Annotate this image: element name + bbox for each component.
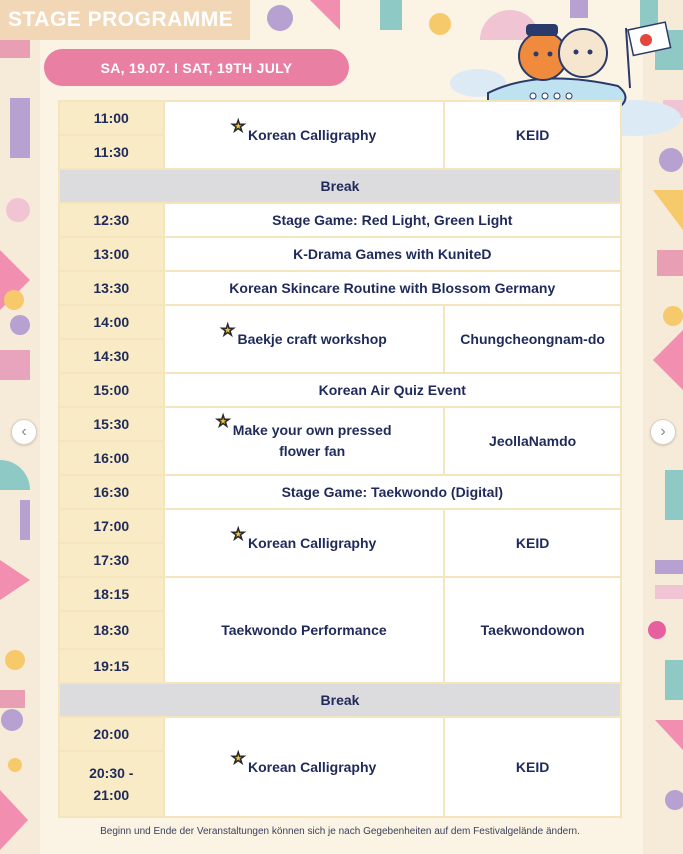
organizer-cell: JeollaNamdo xyxy=(444,407,621,475)
time-cell xyxy=(59,751,164,817)
event-cell xyxy=(164,717,445,817)
star-icon: ★ xyxy=(216,413,230,430)
event-cell xyxy=(164,101,445,169)
table-row xyxy=(59,577,621,611)
time-cell: 16:00 xyxy=(59,441,164,475)
date-pill xyxy=(44,49,349,86)
table-row xyxy=(59,101,621,135)
event-label: Baekje craft workshop xyxy=(237,330,387,347)
time-cell: 18:30 xyxy=(59,611,164,649)
time-cell: 15:30 xyxy=(59,407,164,441)
time-cell: 19:15 xyxy=(59,649,164,683)
table-row xyxy=(59,237,621,271)
table-row xyxy=(59,305,621,339)
event-label: Korean Calligraphy xyxy=(247,758,377,775)
table-row xyxy=(59,407,621,441)
time-cell: 13:00 xyxy=(59,237,164,271)
star-icon: ★ xyxy=(231,749,245,767)
time-cell: 11:30 xyxy=(59,135,164,169)
organizer-cell: KEID xyxy=(444,717,621,817)
schedule-table xyxy=(58,100,622,818)
date-label: SA, 19.07. I SAT, 19TH JULY xyxy=(100,59,293,76)
time-cell: 14:30 xyxy=(59,339,164,373)
time-cell: 11:00 xyxy=(59,101,164,135)
event-cell xyxy=(164,305,445,373)
time-cell: 13:30 xyxy=(59,271,164,305)
event-label xyxy=(233,420,392,462)
footnote: Beginn und Ende der Veranstaltungen können sich je nach Gegebenheiten auf dem Festivalgelände ändern. xyxy=(100,826,580,837)
event-cell: Stage Game: Red Light, Green Light xyxy=(164,203,621,237)
star-icon: ★ xyxy=(231,525,245,543)
time-cell: 17:30 xyxy=(59,543,164,577)
organizer-cell: Chungcheongnam-do xyxy=(444,305,621,373)
table-row xyxy=(59,717,621,751)
time-cell: 15:00 xyxy=(59,373,164,407)
break-label: Break xyxy=(59,169,621,203)
star-icon: ★ xyxy=(221,321,235,339)
event-cell: Taekwondo Performance xyxy=(164,577,445,683)
time-cell: 17:00 xyxy=(59,509,164,543)
organizer-cell: KEID xyxy=(444,509,621,577)
time-label-line1: 20:30 - xyxy=(89,765,134,781)
table-row xyxy=(59,271,621,305)
time-cell: 16:30 xyxy=(59,475,164,509)
time-cell: 18:15 xyxy=(59,577,164,611)
event-cell: Stage Game: Taekwondo (Digital) xyxy=(164,475,621,509)
organizer-cell: Taekwondowon xyxy=(444,577,621,683)
chevron-left-icon[interactable]: ‹ xyxy=(11,419,37,445)
star-icon: ★ xyxy=(231,117,245,135)
event-cell xyxy=(164,509,445,577)
event-cell xyxy=(164,407,445,475)
break-row xyxy=(59,169,621,203)
event-label-line2: flower fan xyxy=(279,443,346,459)
table-row xyxy=(59,475,621,509)
time-cell: 20:00 xyxy=(59,717,164,751)
page-title-banner xyxy=(0,0,250,40)
organizer-cell: KEID xyxy=(444,101,621,169)
table-row xyxy=(59,373,621,407)
break-row xyxy=(59,683,621,717)
event-label: Korean Calligraphy xyxy=(247,126,377,143)
event-cell: Korean Skincare Routine with Blossom Germany xyxy=(164,271,621,305)
table-row xyxy=(59,509,621,543)
page-title: STAGE PROGRAMME xyxy=(8,8,234,31)
time-label-line2: 21:00 xyxy=(93,787,130,803)
chevron-right-icon[interactable]: › xyxy=(650,419,676,445)
event-cell: Korean Air Quiz Event xyxy=(164,373,621,407)
time-cell: 14:00 xyxy=(59,305,164,339)
time-cell: 12:30 xyxy=(59,203,164,237)
event-label: Korean Calligraphy xyxy=(247,534,377,551)
event-cell: K-Drama Games with KuniteD xyxy=(164,237,621,271)
break-label: Break xyxy=(59,683,621,717)
table-row xyxy=(59,203,621,237)
event-label-line1: Make your own pressed xyxy=(232,422,392,438)
